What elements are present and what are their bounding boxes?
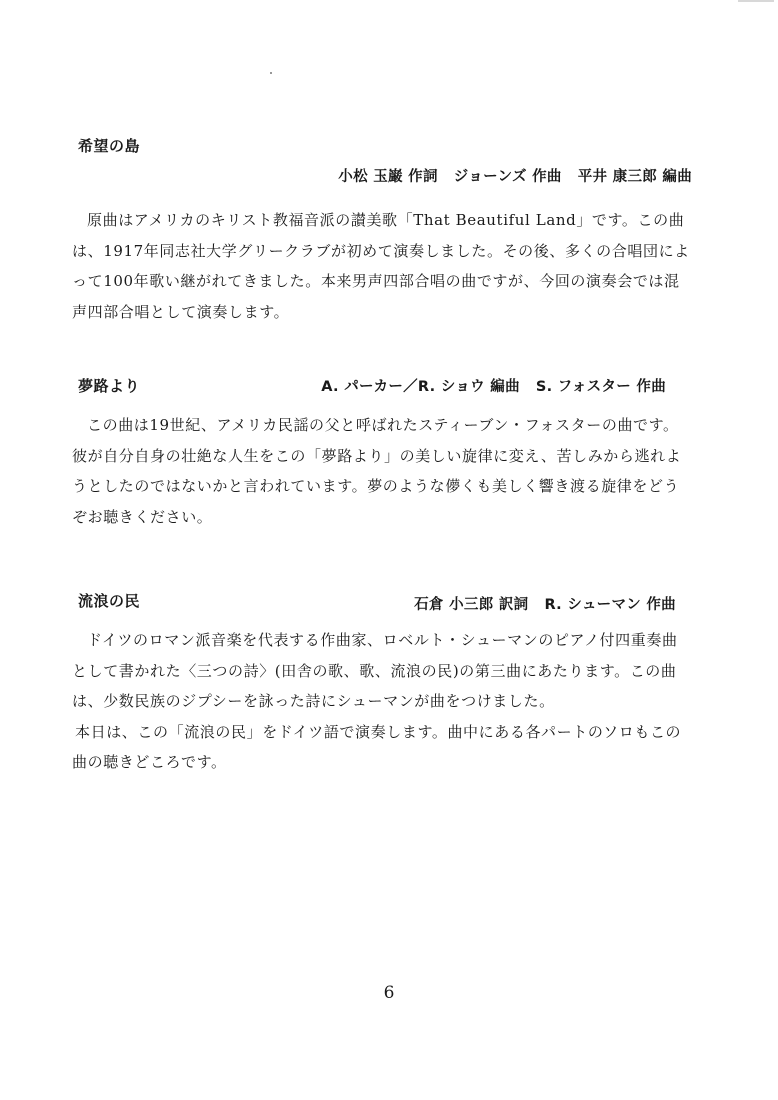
piece-description xyxy=(72,205,692,327)
description-paragraph: この曲は19世紀、アメリカ民謡の父と呼ばれたスティーブン・フォスターの曲です。彼が自分自身の壮絶な人生をこの「夢路より」の美しい旋律に変え、苦しみから逃れようとしたのではないかと言われています。夢のような儚くも美しく響き渡る旋律をどうぞお聴きください。 xyxy=(72,416,682,526)
piece-credits xyxy=(338,165,692,186)
composer-credit: R. シューマン 作曲 xyxy=(544,597,676,613)
piece-description xyxy=(72,410,692,532)
piece-title: 希望の島 xyxy=(78,137,141,155)
section-header xyxy=(72,135,692,163)
piece-credits xyxy=(414,593,676,614)
piece-title: 夢路より xyxy=(78,377,141,395)
arranger-credit: A. パーカー／R. ショウ 編曲 xyxy=(321,379,520,395)
credits-row xyxy=(72,165,692,193)
page-number: 6 xyxy=(383,983,395,1003)
scan-edge-mark xyxy=(738,0,774,2)
description-paragraph: ドイツのロマン派音楽を代表する作曲家、ロベルト・シューマンのピアノ付四重奏曲として書かれた〈三つの詩〉(田舎の歌、歌、流浪の民)の第三曲にあたります。この曲は、少数民族のジプシーを詠った詩にシューマンが曲をつけました。 xyxy=(72,631,678,710)
composer-credit: ジョーンズ 作曲 xyxy=(453,169,562,185)
arranger-credit: 平井 康三郎 編曲 xyxy=(577,169,692,185)
piece-title: 流浪の民 xyxy=(78,592,141,610)
composer-credit: S. フォスター 作曲 xyxy=(535,379,666,395)
translator-credit: 石倉 小三郎 訳詞 xyxy=(414,597,529,613)
description-paragraph: 原曲はアメリカのキリスト教福音派の讃美歌「That Beautiful Land」です。この曲は、1917年同志社大学グリークラブが初めて演奏しました。その後、多くの合唱団によって100年歌い継がれてきました。本来男声四部合唱の曲ですが、今回の演奏会では混声四部合唱として演奏します。 xyxy=(72,211,690,321)
section-header xyxy=(72,375,692,403)
lyricist-credit: 小松 玉巌 作詞 xyxy=(338,169,438,185)
section-header xyxy=(72,590,692,618)
description-paragraph: 本日は、この「流浪の民」をドイツ語で演奏します。曲中にある各パートのソロもこの曲の聴きどころです。 xyxy=(72,722,682,771)
section-yumeji-yori xyxy=(72,375,692,532)
piece-credits xyxy=(321,375,666,396)
section-kibou-no-shima xyxy=(72,135,692,327)
piece-description xyxy=(72,625,692,778)
scan-speck xyxy=(270,72,272,74)
section-rurou-no-tami xyxy=(72,590,692,778)
